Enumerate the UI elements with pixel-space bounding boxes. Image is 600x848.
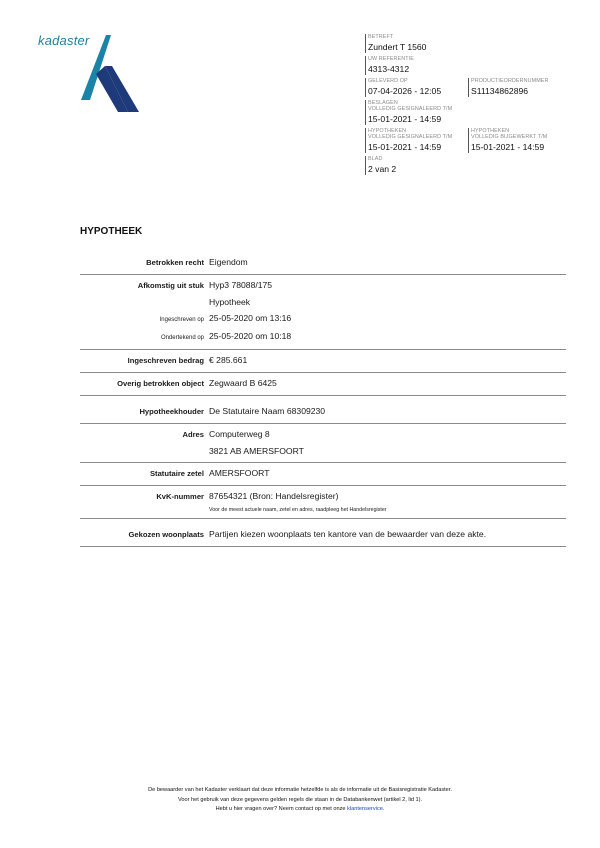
row-label: Hypotheekhouder	[139, 407, 204, 416]
row-value: AMERSFOORT	[209, 468, 270, 478]
row-label: Betrokken recht	[146, 258, 204, 267]
footer	[0, 786, 600, 815]
meta-referentie: UW REFERENTIE 4313-4312	[365, 56, 568, 75]
row-adres	[80, 424, 566, 463]
row-value: 87654321 (Bron: Handelsregister)	[209, 491, 339, 501]
row-kvk	[80, 486, 566, 519]
row-label: Adres	[182, 430, 204, 439]
meta-hypotheken-gesignaleerd: HYPOTHEKEN VOLLEDIG GESIGNALEERD T/M 15-01-2021 - 14:59	[365, 128, 465, 153]
row-label: Statutaire zetel	[149, 469, 204, 478]
footer-line: Voor het gebruik van deze gegevens gelden regels die staan in de Databankenwet (artikel 2, lid 1).	[177, 796, 423, 803]
row-value: € 285.661	[209, 355, 248, 365]
row-bedrag	[80, 350, 566, 373]
hypotheek-table	[80, 252, 566, 547]
row-value: Hypotheek	[209, 297, 251, 307]
document-metadata	[365, 34, 575, 178]
meta-beslagen: BESLAGEN VOLLEDIG GESIGNALEERD T/M 15-01-2021 - 14:59	[365, 100, 568, 125]
row-label: Ondertekend op	[160, 335, 204, 341]
row-label: Ingeschreven bedrag	[127, 356, 204, 365]
row-value: Zegwaard B 6425	[209, 378, 277, 388]
kadaster-logo	[38, 30, 148, 116]
row-label: Gekozen woonplaats	[128, 530, 204, 539]
row-hypotheekhouder	[80, 401, 566, 424]
meta-blad: BLAD 2 van 2	[365, 156, 568, 175]
kadaster-k-icon	[38, 30, 148, 116]
row-label: Overig betrokken object	[117, 379, 204, 388]
footer-line: Hebt u hier vragen over? Neem contact op met onze klantenservice.	[215, 806, 385, 812]
row-zetel	[80, 463, 566, 486]
meta-betreft: BETREFT Zundert T 1560	[365, 34, 568, 53]
row-value: 25-05-2020 om 13:16	[209, 313, 292, 323]
row-betrokken-recht	[80, 252, 566, 275]
row-woonplaats	[80, 524, 566, 547]
row-value: Hyp3 78088/175	[209, 280, 273, 290]
row-label: KvK-nummer	[156, 492, 204, 501]
footer-line: De bewaarder van het Kadaster verklaart dat deze informatie hetzelfde is als de informatie uit de Basisregistratie Kadaster.	[148, 787, 452, 793]
row-overig	[80, 373, 566, 396]
row-afkomstig	[80, 275, 566, 350]
row-value: 3821 AB AMERSFOORT	[209, 446, 304, 456]
meta-hypotheken-bijgewerkt: HYPOTHEKEN VOLLEDIG BIJGEWERKT T/M 15-01-2021 - 14:59	[468, 128, 568, 153]
row-value: 25-05-2020 om 10:18	[209, 331, 292, 341]
row-value: De Statutaire Naam 68309230	[209, 406, 326, 416]
klantenservice-link[interactable]: klantenservice	[347, 806, 383, 812]
row-value: Computerweg 8	[209, 429, 270, 439]
row-label: Afkomstig uit stuk	[137, 281, 204, 290]
section-title: HYPOTHEEK	[80, 226, 143, 237]
row-value: Partijen kiezen woonplaats ten kantore van de bewaarder van deze akte.	[209, 529, 487, 539]
meta-geleverd: GELEVERD OP 07-04-2026 - 12:05	[365, 78, 465, 97]
logo-wordmark: kadaster	[38, 33, 90, 48]
row-value: Eigendom	[209, 257, 248, 267]
meta-productnummer: PRODUCTIEORDERNUMMER S11134862896	[468, 78, 568, 97]
row-note: Voor de meest actuele naam, zetel en adres, raadpleeg het Handelsregister	[209, 507, 387, 513]
row-label: Ingeschreven op	[159, 317, 204, 323]
